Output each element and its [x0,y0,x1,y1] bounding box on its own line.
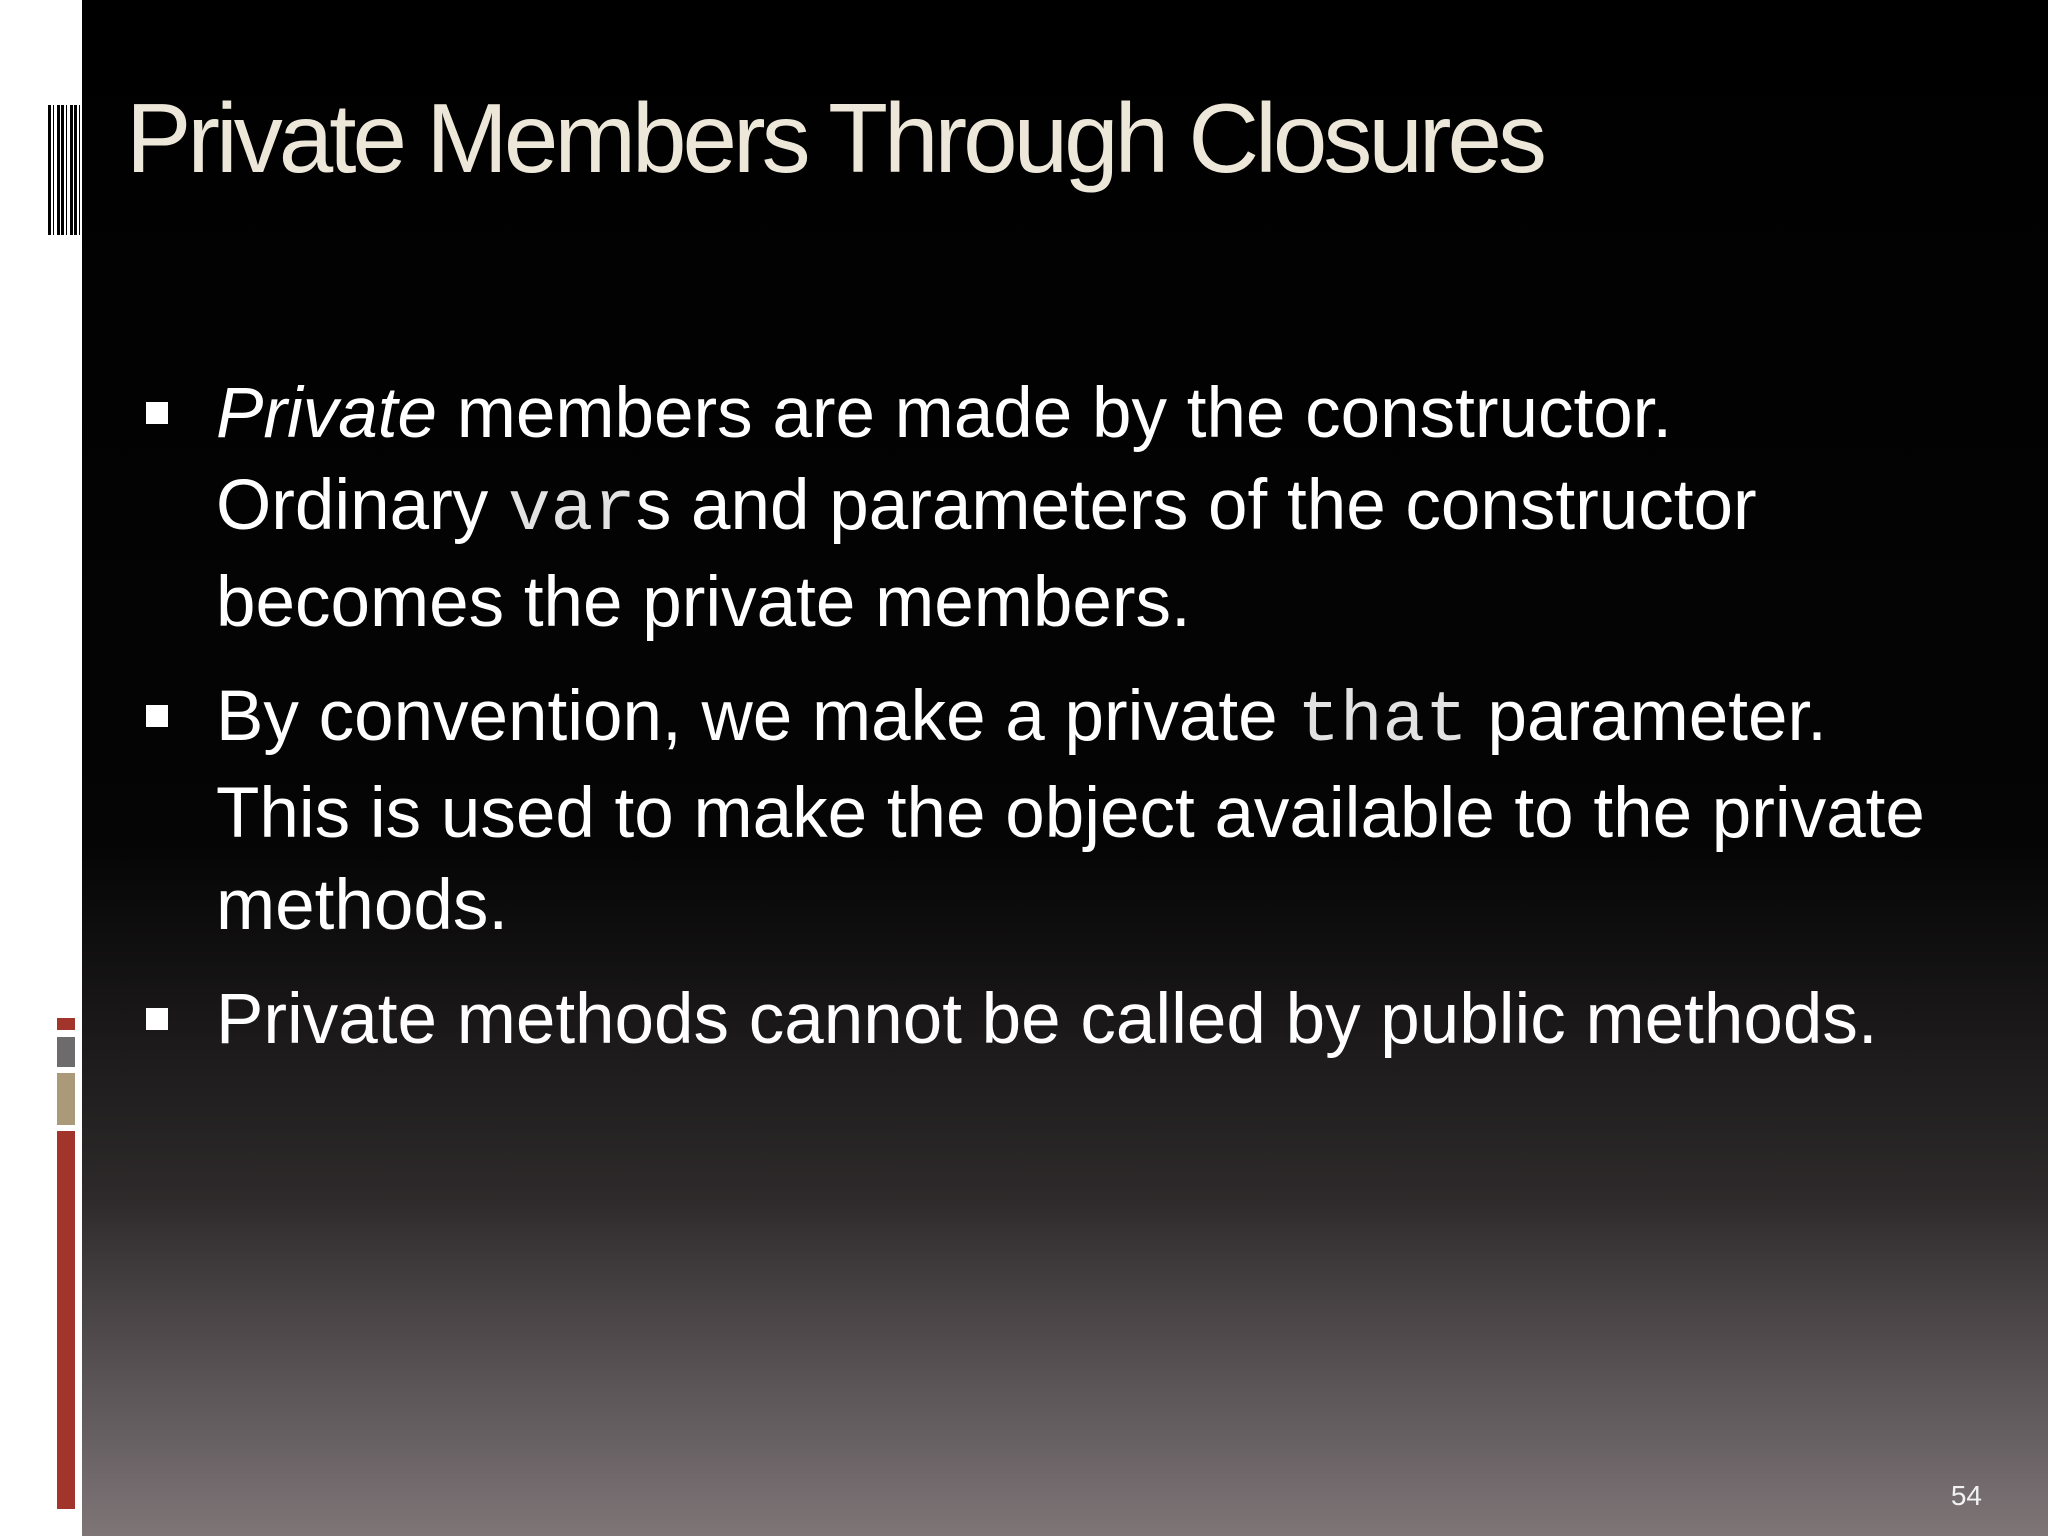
bullet-square-icon [146,402,168,424]
bullet-item [138,974,1938,1066]
accent-bar-red-long [57,1131,75,1509]
bullet-item [138,368,1938,649]
bullet-square-icon [146,705,168,727]
accent-bar-red-small [57,1018,75,1030]
bullet-text: s and parameters of the constructor becomes the private members. [216,466,1757,642]
bullet-code: that [1297,682,1468,762]
accent-bar-tan [57,1073,75,1125]
bullet-list [138,368,1938,1088]
bullet-square-icon [146,1008,168,1030]
bullet-text: Private methods cannot be called by public methods. [216,980,1878,1059]
bullet-text-italic: Private [216,374,437,453]
bullet-text: members are made by the constructor. Ordinary [216,374,1673,545]
bullet-code: var [507,471,636,551]
slide-title: Private Members Through Closures [126,83,1544,193]
bullet-item [138,671,1938,952]
page-number: 54 [1950,1480,1982,1511]
accent-bar-gray [57,1037,75,1067]
bullet-text: By convention, we make a private [216,677,1298,756]
barcode-decoration [48,105,82,235]
bullet-text: parameter. This is used to make the object available to the private methods. [216,677,1925,945]
